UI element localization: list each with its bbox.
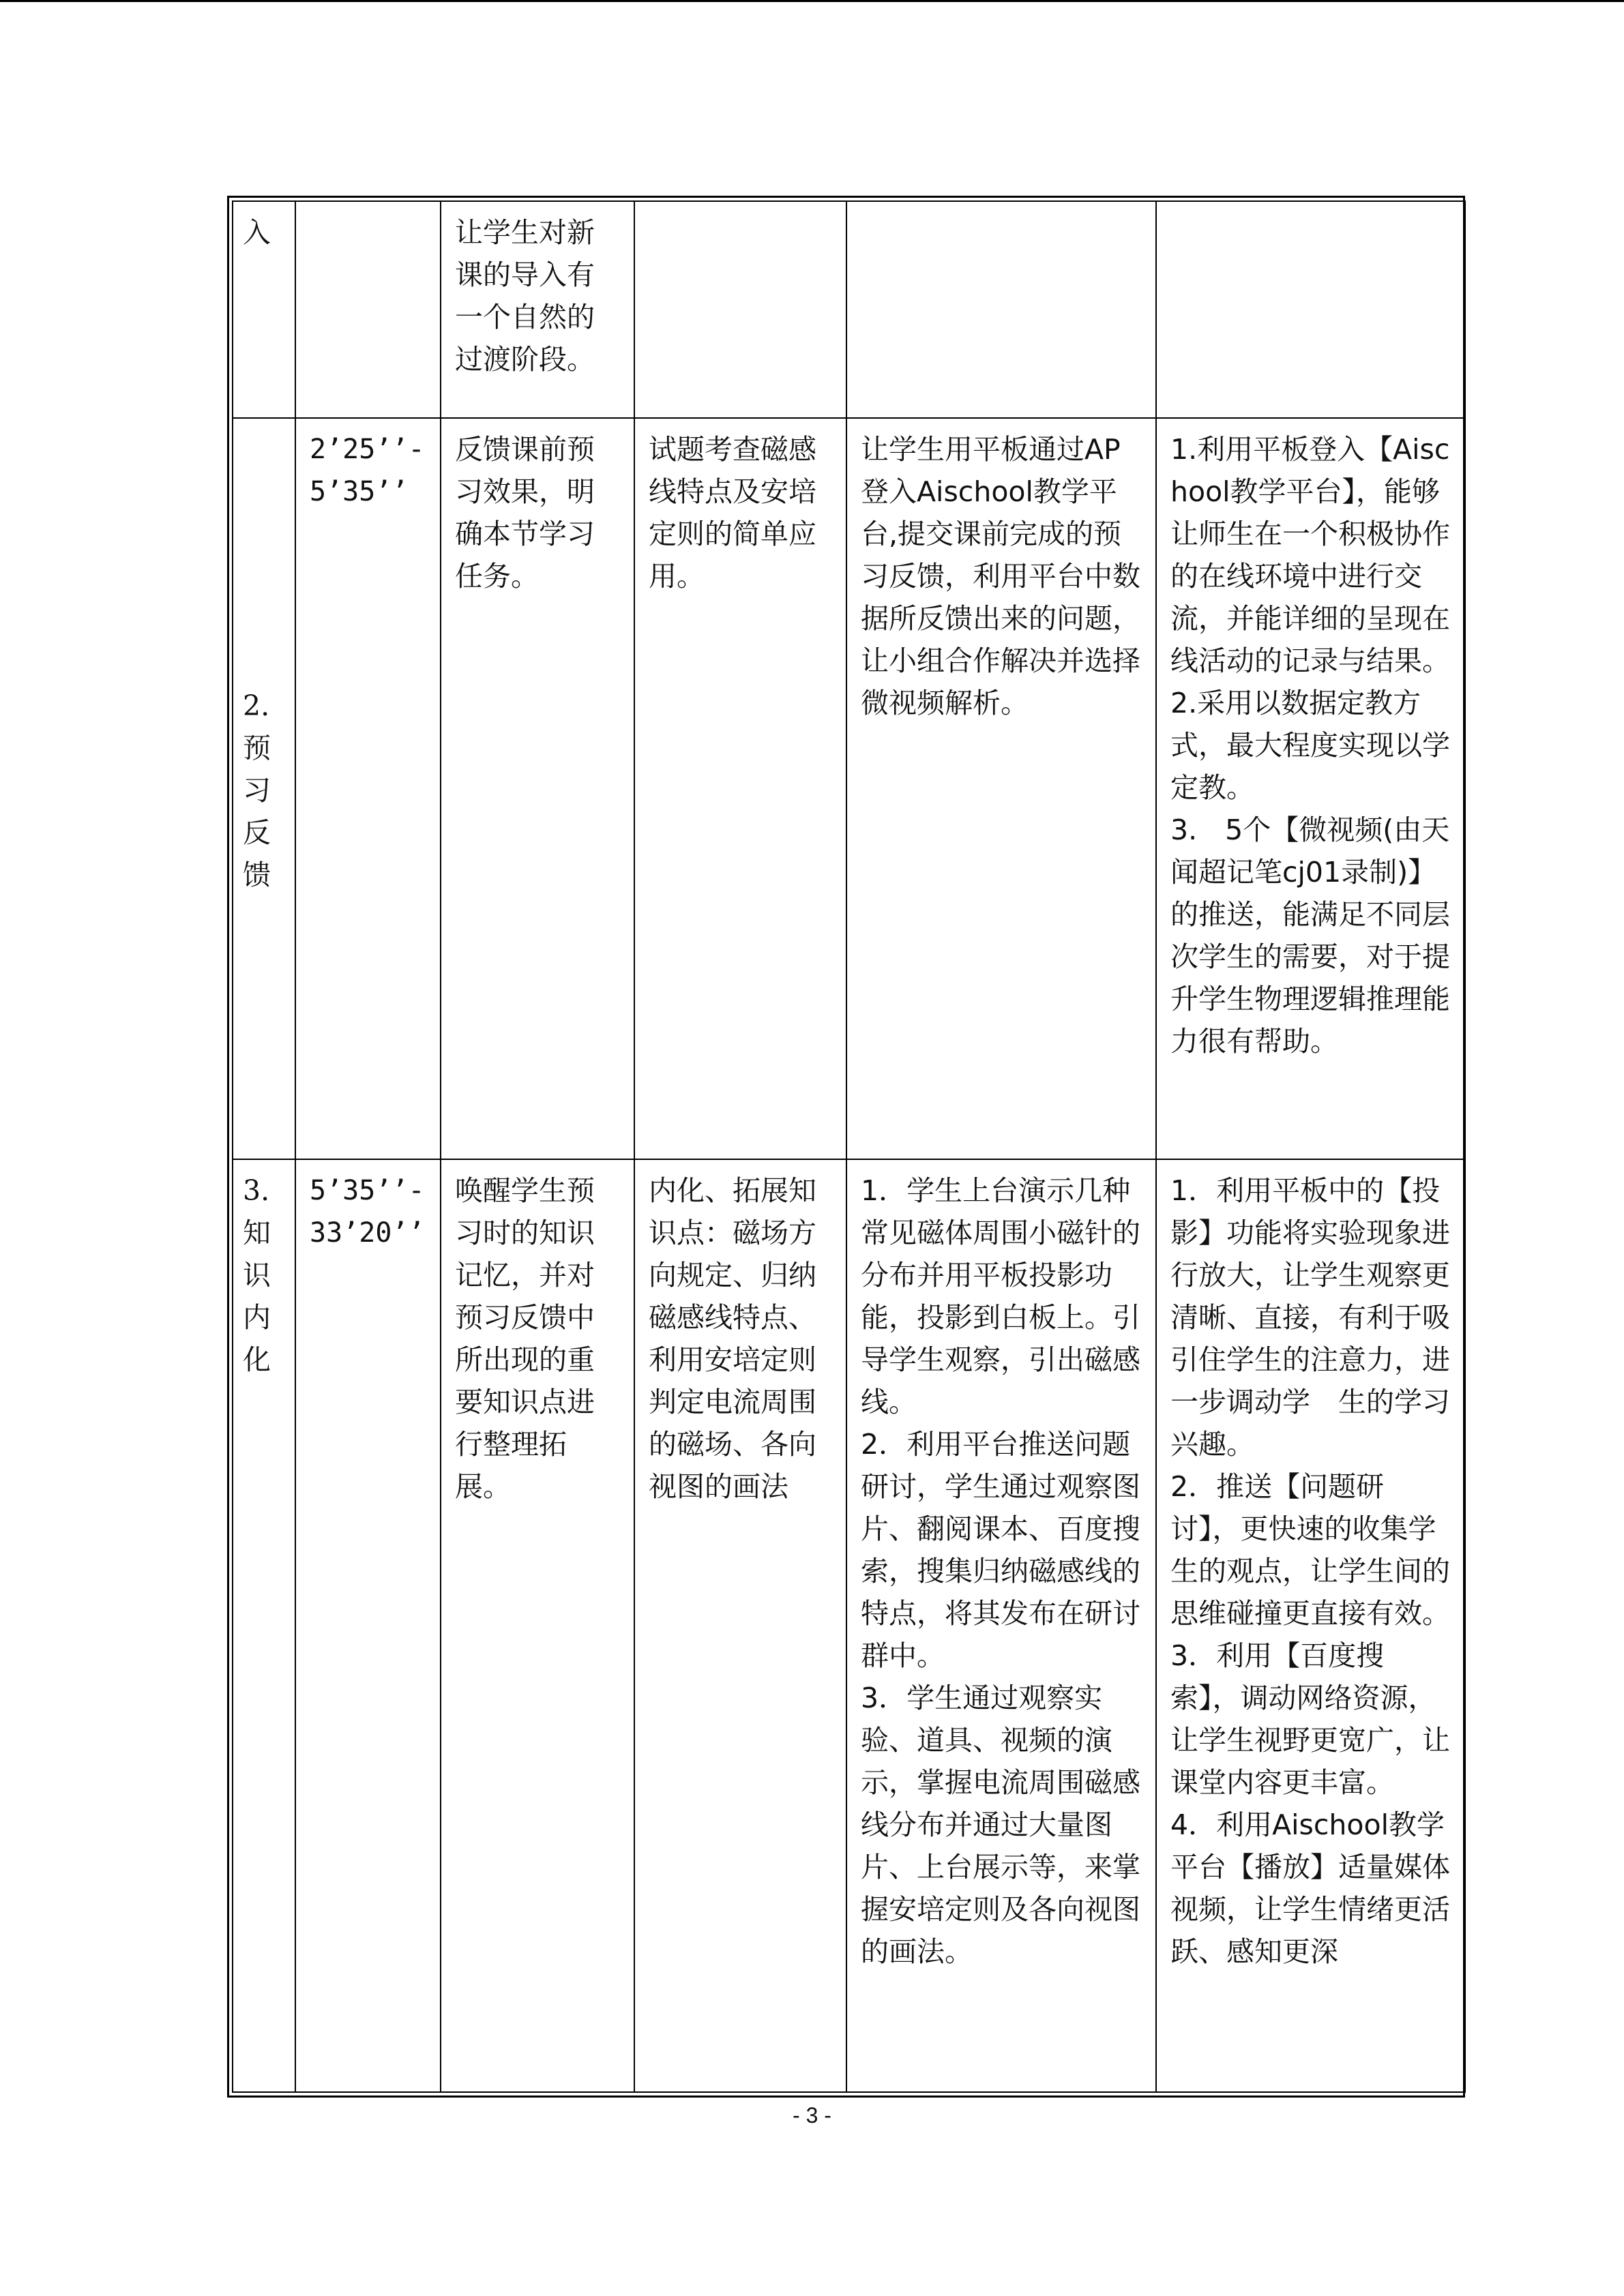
table-row	[233, 1159, 1465, 2092]
content-cell: 内化、拓展知识点：磁场方向规定、归纳磁感线特点、利用安培定则判定电流周围的磁场、各向视图的画法	[634, 1159, 846, 2092]
lesson-plan-table	[227, 196, 1465, 2098]
time-cell: 2’25’’- 5’35’’	[295, 418, 441, 1159]
content-cell: 试题考查磁感线特点及安培定则的简单应用。	[634, 418, 846, 1159]
page-number: - 3 -	[793, 2103, 831, 2128]
goal-cell: 反馈课前预习效果，明确本节学习任务。	[441, 418, 634, 1159]
stage-cell: 入	[233, 201, 295, 418]
content-cell	[634, 201, 846, 418]
activity-cell	[846, 201, 1156, 418]
table-row	[233, 201, 1465, 418]
stage-cell: 2. 预 习 反 馈	[233, 418, 295, 1159]
tech-cell: 1．利用平板中的【投影】功能将实验现象进行放大，让学生观察更清晰、直接，有利于吸引住学生的注意力，进一步调动学 生的学习兴趣。 2．推送【问题研讨】，更快速的收集学生的观点，让学生间的思维碰撞更直接有效。 3．利用【百度搜索】，调动网络资源，让学生视野更宽广，让课堂内容更丰富。 4．利用Aischool教学平台【播放】适量媒体视频，让学生情绪更活跃、感知更深	[1156, 1159, 1465, 2092]
table-row	[233, 418, 1465, 1159]
goal-cell: 让学生对新课的导入有一个自然的过渡阶段。	[441, 201, 634, 418]
tech-cell: 1.利用平板登入【Aischool教学平台】，能够让师生在一个积极协作的在线环境中进行交流，并能详细的呈现在线活动的记录与结果。 2.采用以数据定教方式，最大程度实现以学定教。 3. 5个【微视频(由天闻超记笔cj01录制)】的推送，能满足不同层次学生的需要，对于提升学生物理逻辑推理能力很有帮助。	[1156, 418, 1465, 1159]
activity-cell: 让学生用平板通过AP登入Aischool教学平台,提交课前完成的预习反馈，利用平台中数据所反馈出来的问题，让小组合作解决并选择微视频解析。	[846, 418, 1156, 1159]
time-cell: 5’35’’- 33’20’’	[295, 1159, 441, 2092]
stage-cell: 3. 知 识 内 化	[233, 1159, 295, 2092]
top-border-line	[0, 0, 1624, 2]
lesson-table	[232, 200, 1466, 2093]
activity-cell: 1．学生上台演示几种常见磁体周围小磁针的分布并用平板投影功能，投影到白板上。引导学生观察，引出磁感线。 2．利用平台推送问题研讨，学生通过观察图片、翻阅课本、百度搜索，搜集归纳磁感线的特点，将其发布在研讨群中。 3．学生通过观察实验、道具、视频的演示，掌握电流周围磁感线分布并通过大量图片、上台展示等，来掌握安培定则及各向视图的画法。	[846, 1159, 1156, 2092]
time-cell	[295, 201, 441, 418]
tech-cell	[1156, 201, 1465, 418]
goal-cell: 唤醒学生预习时的知识记忆，并对预习反馈中所出现的重要知识点进行整理拓展。	[441, 1159, 634, 2092]
